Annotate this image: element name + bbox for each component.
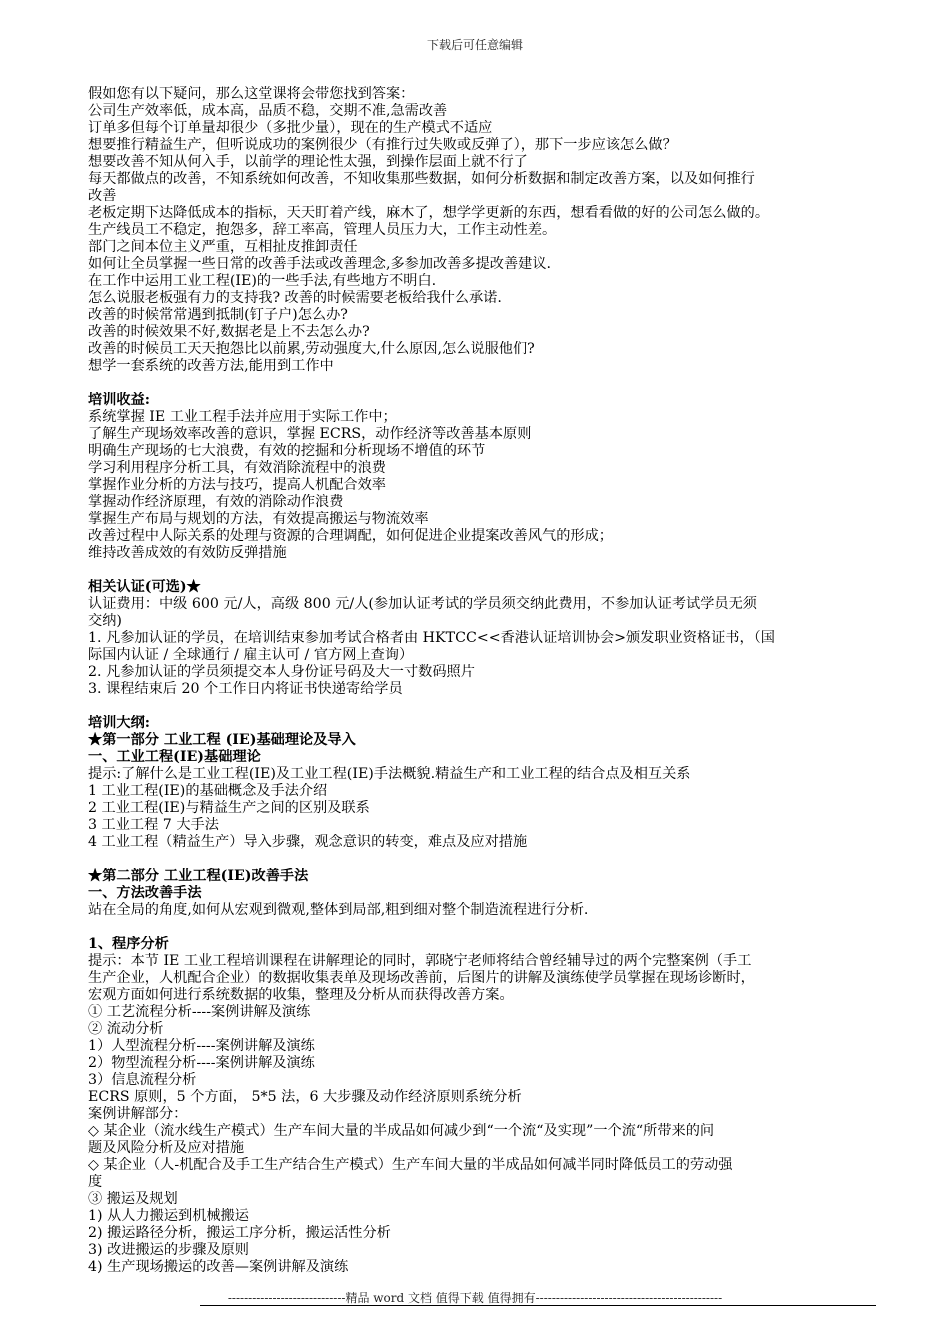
text-line: 4) 生产现场搬运的改善—案例讲解及演练 [88, 1259, 349, 1275]
page-footer: -----------------------------精品 word 文档 值得下载 值得拥有---------------------------------------------- [227, 1291, 723, 1305]
text-line: 3) 改进搬运的步骤及原则 [88, 1242, 249, 1258]
text-line [88, 919, 888, 936]
text-line: ECRS 原则，5 个方面， 5*5 法，6 大步骤及动作经济原则系统分析 [88, 1089, 522, 1105]
text-line [88, 562, 888, 579]
text-line: 系统掌握 IE 工业工程手法并应用于实际工作中； [88, 409, 397, 425]
text-line: 案例讲解部分： [88, 1106, 188, 1122]
section-heading: 培训大纲: [88, 715, 150, 731]
text-line: 1. 凡参加认证的学员，在培训结束参加考试合格者由 HKTCC<<香港认证培训协会>颁发职业资格证书，（国 [88, 630, 775, 646]
text-line: 际国内认证 / 全球通行 / 雇主认可 / 官方网上查询） [88, 647, 414, 663]
text-line: 每天都做点的改善，不知系统如何改善，不知收集那些数据，如何分析数据和制定改善方案，以及如何推行 [88, 171, 755, 187]
section-heading: ★第一部分 工业工程 (IE)基础理论及导入 [88, 732, 356, 748]
text-line: 改善过程中人际关系的处理与资源的合理调配，如何促进企业提案改善风气的形成； [88, 528, 613, 544]
text-line: 提示:了解什么是工业工程(IE)及工业工程(IE)手法概貌.精益生产和工业工程的结合点及相互关系 [88, 766, 691, 782]
text-line: 改善的时候员工天天抱怨比以前累,劳动强度大,什么原因,怎么说服他们? [88, 341, 535, 357]
text-line: 1 工业工程(IE)的基础概念及手法介绍 [88, 783, 328, 799]
text-line [88, 698, 888, 715]
text-line: 2. 凡参加认证的学员须提交本人身份证号码及大一寸数码照片 [88, 664, 475, 680]
text-line: 提示：本节 IE 工业工程培训课程在讲解理论的同时，郭晓宁老师将结合曾经辅导过的两个完整案例（手工 [88, 953, 752, 969]
text-line: 订单多但每个订单量却很少（多批少量），现在的生产模式不适应 [88, 120, 493, 136]
section-heading: 1、程序分析 [88, 936, 169, 952]
text-line: 想要推行精益生产，但听说成功的案例很少（有推行过失败或反弹了），那下一步应该怎么做？ [88, 137, 677, 153]
text-line [88, 375, 888, 392]
text-line: 掌握作业分析的方法与技巧，提高人机配合效率 [88, 477, 386, 493]
text-line: 公司生产效率低，成本高，品质不稳，交期不准,急需改善 [88, 103, 448, 119]
footer-rule [200, 1305, 876, 1306]
text-line: 部门之间本位主义严重，互相扯皮推卸责任 [88, 239, 358, 255]
text-line: 4 工业工程（精益生产）导入步骤，观念意识的转变，难点及应对措施 [88, 834, 528, 850]
document-body [88, 86, 888, 1276]
text-line: 交纳) [88, 613, 122, 629]
text-line: 3）信息流程分析 [88, 1072, 197, 1088]
text-line: 2) 搬运路径分析，搬运工序分析，搬运活性分析 [88, 1225, 391, 1241]
text-line: 掌握动作经济原理，有效的消除动作浪费 [88, 494, 344, 510]
text-line: ② 流动分析 [88, 1021, 164, 1037]
text-line: 老板定期下达降低成本的指标，天天盯着产线，麻木了，想学学更新的东西，想看看做的好的公司怎么做的。 [88, 205, 770, 221]
text-line [88, 851, 888, 868]
text-line: 2 工业工程(IE)与精益生产之间的区别及联系 [88, 800, 370, 816]
text-line: 想学一套系统的改善方法,能用到工作中 [88, 358, 334, 374]
text-line: 认证费用：中级 600 元/人，高级 800 元/人(参加认证考试的学员须交纳此费用，不参加认证考试学员无须 [88, 596, 757, 612]
text-line: 题及风险分析及应对措施 [88, 1140, 245, 1156]
text-line: ◇ 某企业（人-机配合及手工生产结合生产模式）生产车间大量的半成品如何减半同时降低员工的劳动强 [88, 1157, 733, 1173]
text-line: 在工作中运用工业工程(IE)的一些手法,有些地方不明白. [88, 273, 437, 289]
text-line: ① 工艺流程分析----案例讲解及演练 [88, 1004, 311, 1020]
text-line: 学习利用程序分析工具，有效消除流程中的浪费 [88, 460, 386, 476]
text-line: 度 [88, 1174, 103, 1190]
section-heading: 一、方法改善手法 [88, 885, 202, 901]
text-line: 1) 从人力搬运到机械搬运 [88, 1208, 249, 1224]
text-line: 掌握生产布局与规划的方法，有效提高搬运与物流效率 [88, 511, 429, 527]
text-line: 假如您有以下疑问，那么这堂课将会带您找到答案： [88, 86, 415, 102]
text-line: 改善的时候效果不好,数据老是上不去怎么办? [88, 324, 370, 340]
text-line: ③ 搬运及规划 [88, 1191, 178, 1207]
text-line: 明确生产现场的七大浪费，有效的挖掘和分析现场不增值的环节 [88, 443, 486, 459]
text-line: 站在全局的角度,如何从宏观到微观,整体到局部,粗到细对整个制造流程进行分析. [88, 902, 589, 918]
text-line: ◇ 某企业（流水线生产模式）生产车间大量的半成品如何减少到“一个流“及实现”一个流“所带来的问 [88, 1123, 715, 1139]
text-line: 想要改善不知从何入手，以前学的理论性太强，到操作层面上就不行了 [88, 154, 528, 170]
text-line: 如何让全员掌握一些日常的改善手法或改善理念,多参加改善多提改善建议. [88, 256, 552, 272]
text-line: 怎么说服老板强有力的支持我? 改善的时候需要老板给我什么承诺. [88, 290, 502, 306]
text-line: 2）物型流程分析----案例讲解及演练 [88, 1055, 315, 1071]
section-heading: 培训收益: [88, 392, 150, 408]
page-header: 下载后可任意编辑 [426, 38, 523, 52]
text-line: 3 工业工程 7 大手法 [88, 817, 219, 833]
text-line: 维持改善成效的有效防反弹措施 [88, 545, 287, 561]
text-line: 宏观方面如何进行系统数据的收集，整理及分析从而获得改善方案。 [88, 987, 514, 1003]
text-line: 改善的时候常常遇到抵制(钉子户)怎么办? [88, 307, 348, 323]
section-heading: ★第二部分 工业工程(IE)改善手法 [88, 868, 309, 884]
text-line: 生产企业，人机配合企业）的数据收集表单及现场改善前，后图片的讲解及演练使学员掌握在现场诊断时， [88, 970, 755, 986]
text-line: 1）人型流程分析----案例讲解及演练 [88, 1038, 315, 1054]
section-heading: 一、工业工程(IE)基础理论 [88, 749, 261, 765]
text-line: 了解生产现场效率改善的意识，掌握 ECRS，动作经济等改善基本原则 [88, 426, 532, 442]
text-line: 改善 [88, 188, 117, 204]
section-heading: 相关认证(可选)★ [88, 579, 201, 595]
text-line: 3. 课程结束后 20 个工作日内将证书快递寄给学员 [88, 681, 403, 697]
text-line: 生产线员工不稳定，抱怨多，辞工率高，管理人员压力大，工作主动性差。 [88, 222, 557, 238]
